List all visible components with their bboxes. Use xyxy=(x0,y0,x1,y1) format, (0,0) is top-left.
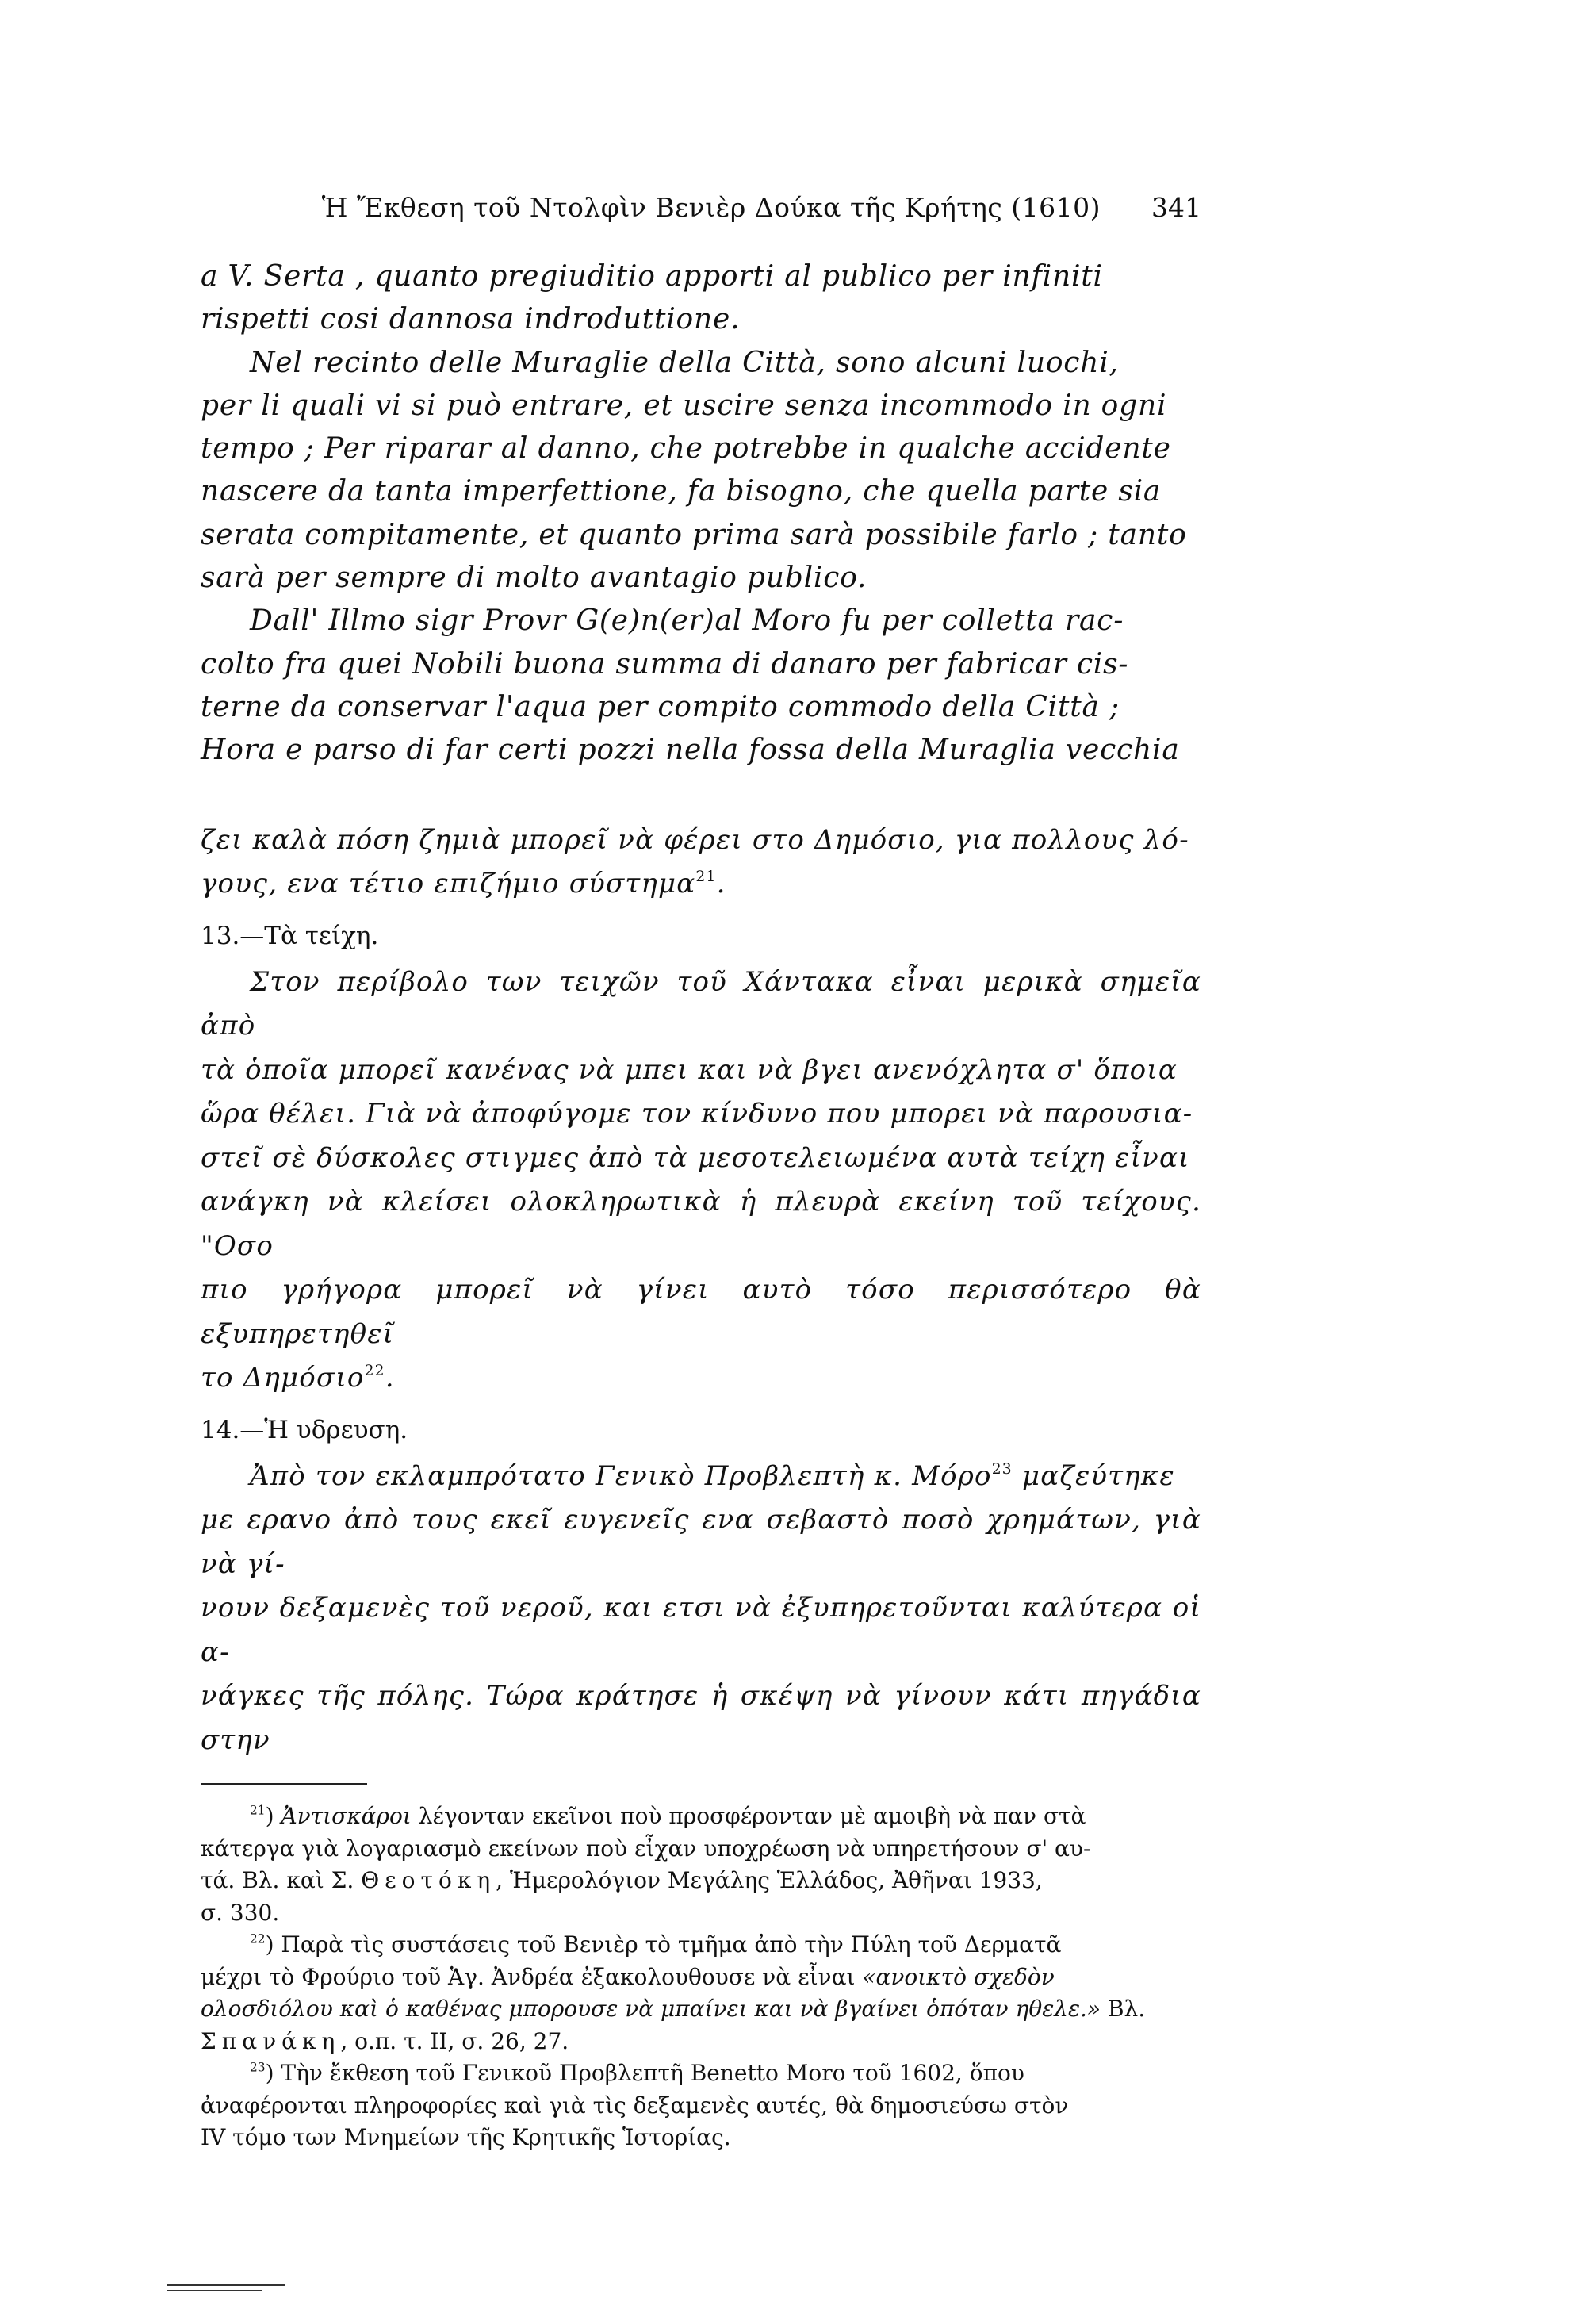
text-span: μέχρι τὸ Φρούριο τοῦ Ἁγ. Ἀνδρέα ἐξακολουθουσε νὰ εἶναι xyxy=(201,1963,863,1990)
text-line: πιο γρήγορα μπορεῖ νὰ γίνει αυτὸ τόσο περισσότερο θὰ εξυπηρετηθεῖ xyxy=(201,1274,1201,1350)
text-line: sarà per sempre di molto avantagio publico. xyxy=(201,562,867,595)
text-line xyxy=(201,1993,1201,2026)
text-line: colto fra quei Nobili buona summa di danaro per fabricar cis- xyxy=(201,647,1129,681)
footnote-number: $^{22}$) xyxy=(250,1931,274,1958)
italian-paragraph-2 xyxy=(201,342,1201,600)
footnote-separator xyxy=(201,1783,367,1785)
text-line: nascere da tanta imperfettione, fa bisogno, che quella parte sia xyxy=(201,475,1162,508)
text-line: Hora e parso di far certi pozzi nella fossa della Muraglia vecchia xyxy=(201,734,1180,767)
section-heading-14: 14.—Ἡ υδρευση. xyxy=(201,1415,408,1444)
text-span: , Ἡμερολόγιον Μεγάλης Ἑλλάδος, Ἀθῆναι 1933, xyxy=(496,1867,1043,1894)
text-span: Παρὰ τὶς συστάσεις τοῦ Βενιὲρ τὸ τμῆμα ἀπὸ τὴν Πύλη τοῦ Δερματᾶ xyxy=(274,1931,1062,1958)
italian-paragraph-3 xyxy=(201,600,1201,772)
text-line xyxy=(201,1929,1201,1962)
section-gap xyxy=(201,773,1201,819)
footnote-21 xyxy=(201,1801,1201,1929)
footnote-23 xyxy=(201,2057,1201,2154)
text-line: τὰ ὁποῖα μπορεῖ κανένας νὰ μπει και νὰ βγει ανενόχλητα σ' ὅποια xyxy=(201,1053,1178,1086)
text-line: terne da conservar l'aqua per compito commodo della Città ; xyxy=(201,690,1120,723)
text-line: tempo ; Per riparar al danno, che potrebbe in qualche accidente xyxy=(201,432,1171,466)
text-span: τά. Βλ. καὶ Σ. xyxy=(201,1867,362,1894)
scan-mark-line xyxy=(167,2284,285,2286)
italian-paragraph-1 xyxy=(201,255,1201,342)
footnote-number-value: 22 xyxy=(250,1931,266,1946)
text-line xyxy=(201,862,1201,907)
text-line: νάγκες τῆς πόλης. Τώρα κράτησε ἡ σκέψη νὰ γίνουν κάτι πηγάδια στην xyxy=(201,1680,1201,1756)
greek-paragraph-3 xyxy=(201,1455,1201,1763)
running-title: Ἡ Ἔκθεση τοῦ Ντολφὶν Βενιὲρ Δούκα τῆς Κρήτης (1610) xyxy=(321,192,1101,223)
text-span: λέγονταν εκεῖνοι ποὺ προσφέρονταν μὲ αμοιβὴ νὰ παν στὰ xyxy=(411,1803,1086,1830)
author-name: Σπανάκη xyxy=(201,2027,341,2054)
text-line: Στον περίβολο των τειχῶν τοῦ Χάντακα εἶναι μερικὰ σημεῖα ἀπὸ xyxy=(201,965,1201,1042)
footnote-number-value: 21 xyxy=(250,1803,266,1818)
text-span: Βλ. xyxy=(1101,1996,1146,2023)
text-line: per li quali vi si può entrare, et uscire senza incommodo in ogni xyxy=(201,389,1167,422)
footnote-22 xyxy=(201,1929,1201,2057)
footnote-ref-23[interactable]: 23 xyxy=(991,1460,1013,1478)
text-line: rispetti cosi dannosa indroduttione. xyxy=(201,303,741,336)
text-span: ολοσδιόλου καὶ ὁ καθένας μπορουσε νὰ μπαίνει και νὰ βγαίνει ὁπόταν ηθελε.» xyxy=(201,1996,1101,2023)
greek-paragraph-2 xyxy=(201,961,1201,1401)
text-span: Ἀπὸ τον εκλαμπρότατο Γενικὸ Προβλεπτὴ κ. Μόρο xyxy=(250,1459,992,1492)
text-span: , ο.π. τ. ΙΙ, σ. 26, 27. xyxy=(340,2027,569,2054)
text-line: IV τόμο των Μνημείων τῆς Κρητικῆς Ἱστορίας. xyxy=(201,2124,731,2151)
scan-mark-line xyxy=(167,2290,262,2291)
text-line xyxy=(201,1865,1201,1897)
text-line: ἀναφέρονται πληροφορίες καὶ γιὰ τὶς δεξαμενὲς αυτές, θὰ δημοσιεύσω στὸν xyxy=(201,2092,1069,2119)
text-line: serata compitamente, et quanto prima sarà possibile farlo ; tanto xyxy=(201,518,1187,551)
text-span: μαζεύτηκε xyxy=(1012,1459,1175,1492)
text-line xyxy=(201,1801,1201,1833)
text-line xyxy=(201,1356,1201,1401)
footnote-ref-22[interactable]: 22 xyxy=(364,1363,385,1380)
section-heading-13: 13.—Τὰ τείχη. xyxy=(201,921,379,950)
text-line: ανάγκη νὰ κλείσει ολοκληρωτικὰ ἡ πλευρὰ εκείνη τοῦ τείχους. "Οσο xyxy=(201,1186,1201,1262)
footnote-number: $^{23}$) xyxy=(250,2060,274,2087)
text-line: στεῖ σὲ δύσκολες στιγμες ἀπὸ τὰ μεσοτελειωμένα αυτὰ τείχη εἶναι xyxy=(201,1141,1190,1174)
text-span: Τὴν ἔκθεση τοῦ Γενικοῦ Προβλεπτῆ Benetto Moro τοῦ 1602, ὅπου xyxy=(274,2060,1024,2087)
text-line: με εραvο ἀπὸ τους εκεῖ ευγενεῖς ενα σεβαστὸ ποσὸ χρημάτων, γιὰ νὰ γί- xyxy=(201,1504,1201,1580)
footnote-ref-21[interactable]: 21 xyxy=(695,869,717,886)
text-line xyxy=(201,1455,1201,1499)
text-span: Ἀντισκάροι xyxy=(281,1803,412,1830)
text-line: a V. Serta , quanto pregiuditio apporti al publico per infiniti xyxy=(201,260,1103,293)
footnote-number-value: 23 xyxy=(250,2060,266,2075)
text-span: «ανοικτὸ σχεδὸν xyxy=(862,1963,1055,1990)
page-number: 341 xyxy=(1151,192,1201,223)
greek-paragraph-1 xyxy=(201,819,1201,907)
text-line: σ. 330. xyxy=(201,1899,280,1926)
text-line: Nel recinto delle Muraglie della Città, sono alcuni luochi, xyxy=(250,346,1119,379)
document-page xyxy=(201,190,1201,2154)
text-line xyxy=(201,2026,1201,2058)
author-name: Θεοτόκη xyxy=(361,1867,496,1894)
text-span: . xyxy=(385,1362,395,1394)
text-line xyxy=(201,2057,1201,2090)
text-span: . xyxy=(716,868,726,900)
footnote-number: $^{21}$) xyxy=(250,1803,274,1830)
text-line: νουν δεξαμενὲς τοῦ νεροῦ, και ετσι νὰ ἐξυπηρετοῦνται καλύτερα οἱ α- xyxy=(201,1592,1201,1668)
text-line: ζει καλὰ πόση ζημιὰ μπορεῖ νὰ φέρει στο Δημόσιο, για πολλους λό- xyxy=(201,823,1189,856)
running-header xyxy=(201,190,1201,225)
text-span: γους, ενα τέτιο επιζήμιο σύστημα xyxy=(201,868,696,900)
text-line xyxy=(201,1962,1201,1994)
text-line: κάτεργα γιὰ λογαριασμὸ εκείνων ποὺ εἶχαν υποχρέωση νὰ υπηρετήσουν σ' αυ- xyxy=(201,1835,1091,1862)
text-span: το Δημόσιο xyxy=(201,1362,365,1394)
scan-edge-marks xyxy=(167,2284,285,2295)
text-line: ὥρα θέλει. Γιὰ νὰ ἀποφύγομε τον κίνδυνο που μπορει νὰ παρουσια- xyxy=(201,1098,1193,1130)
text-line: Dall' Illmo sigr Provr G(e)n(er)al Moro fu per colletta rac- xyxy=(250,604,1124,638)
